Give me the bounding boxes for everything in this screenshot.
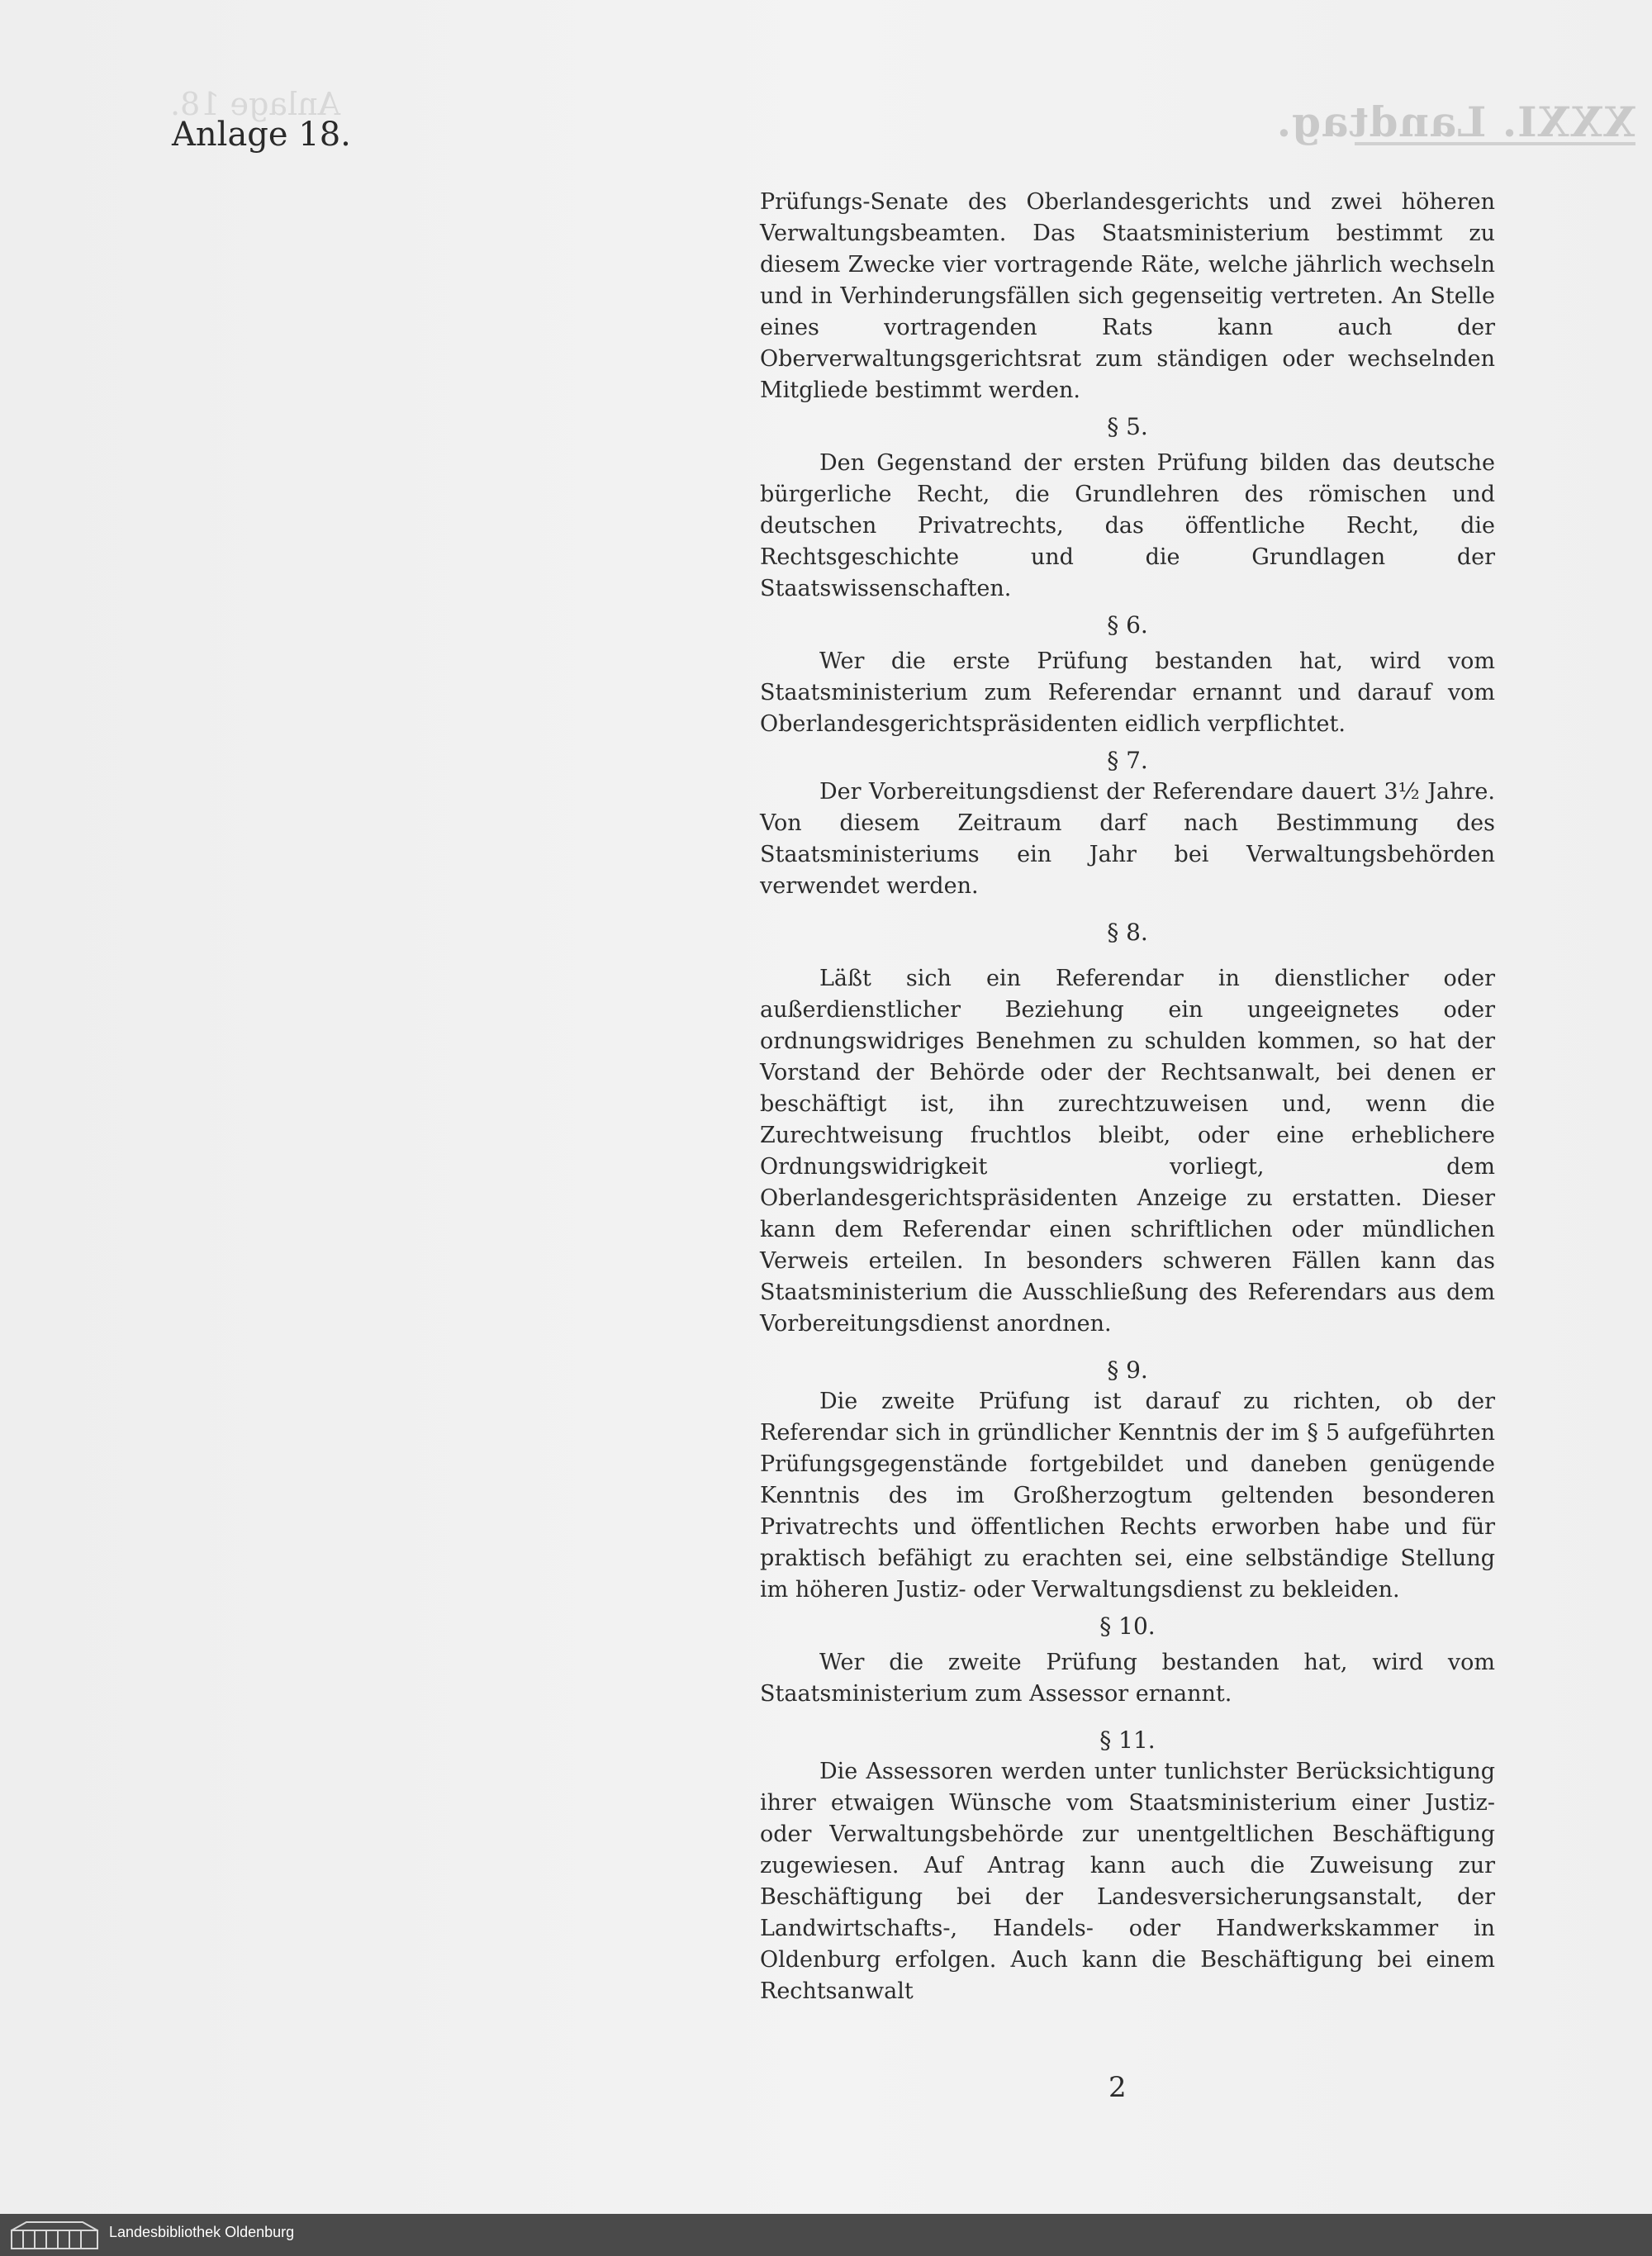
library-building-icon: [8, 2219, 101, 2252]
section-5-paragraph: Den Gegenstand der ersten Prüfung bilden das deutsche bürgerliche Recht, die Grundlehren des römischen und deutschen Privatrechts, das öffentliche Recht, die Rechtsgeschichte und die Grundlagen der Staatswissenschaften.: [760, 450, 1495, 601]
section-7-heading: § 7.: [1107, 747, 1148, 774]
section-9-heading: § 9.: [1107, 1356, 1148, 1384]
section-10-heading: § 10.: [1099, 1612, 1156, 1640]
section-7-paragraph: Der Vorbereitungsdienst der Referendare dauert 3½ Jahre. Von diesem Zeitraum darf nach Bestimmung des Staatsministeriums ein Jahr bei Verwaltungsbehörden verwendet werden.: [760, 779, 1495, 899]
library-footer-bar: [0, 2214, 1652, 2256]
section-11-paragraph: Die Assessoren werden unter tunlichster Berücksichtigung ihrer etwaigen Wünsche vom Staatsministerium einer Justiz- oder Verwaltungsbehörde zur unentgeltlichen Beschäftigung zugewiesen. Auf Antrag kann auch die Zuweisung zur Beschäftigung bei der Landesversicherungsanstalt, der Landwirtschafts-, Handels- oder Handwerkskammer in Oldenburg erfolgen. Auch kann die Beschäftigung bei einem Rechtsanwalt: [760, 1759, 1495, 2004]
bleed-through-running-title: XXXI. Landtag.: [1275, 97, 1635, 146]
section-9-paragraph: Die zweite Prüfung ist darauf zu richten, ob der Referendar sich in gründlicher Kenntnis der im § 5 aufgeführten Prüfungsgegenstände fortgebildet und daneben genügende Kenntnis des im Großherzogtum geltenden besonderen Privatrechts und öffentlichen Rechts erworben habe und für praktisch befähigt zu erachten sei, eine selbständige Stellung im höheren Justiz- oder Verwaltungsdienst zu bekleiden.: [760, 1389, 1495, 1603]
page-number: 2: [1108, 2071, 1127, 2104]
section-8-heading: § 8.: [1107, 919, 1148, 946]
section-5-heading: § 5.: [1107, 413, 1148, 440]
section-11-heading: § 11.: [1099, 1726, 1156, 1754]
section-8-paragraph: Läßt sich ein Referendar in dienstlicher oder außerdienstlicher Beziehung ein ungeeignetes oder ordnungswidriges Benehmen zu schulden kommen, so hat der Vorstand der Behörde oder der Rechtsanwalt, bei denen er beschäftigt ist, ihn zurechtzuweisen und, wenn die Zurechtweisung fruchtlos bleibt, oder eine erheblichere Ordnungswidrigkeit vorliegt, dem Oberlandesgerichtspräsidenten Anzeige zu erstatten. Dieser kann dem Referendar einen schriftlichen oder mündlichen Verweis erteilen. In besonders schweren Fällen kann das Staatsministerium die Ausschließung des Referendars aus dem Vorbereitungsdienst anordnen.: [760, 966, 1495, 1337]
bleed-through-rule: [1355, 142, 1635, 145]
bleed-through-annex-label: Anlage 18.: [170, 86, 341, 122]
continuation-paragraph: Prüfungs-Senate des Oberlandesgerichts und zwei höheren Verwaltungsbeamten. Das Staatsministerium bestimmt zu diesem Zwecke vier vortragende Räte, welche jährlich wechseln und in Verhinderungsfällen sich gegenseitig vertreten. An Stelle eines vortragenden Rats kann auch der Oberverwaltungsgerichtsrat zum ständigen oder wechselnden Mitgliede bestimmt werden.: [760, 189, 1495, 403]
section-10-paragraph: Wer die zweite Prüfung bestanden hat, wird vom Staatsministerium zum Assessor ernannt.: [760, 1650, 1495, 1707]
library-name: Landesbibliothek Oldenburg: [109, 2224, 295, 2240]
document-body: [760, 187, 1495, 2007]
section-6-paragraph: Wer die erste Prüfung bestanden hat, wird vom Staatsministerium zum Referendar ernannt und darauf vom Oberlandesgerichtspräsidenten eidlich verpflichtet.: [760, 648, 1495, 737]
section-6-heading: § 6.: [1107, 611, 1148, 639]
annex-label: Anlage 18.: [172, 116, 351, 154]
